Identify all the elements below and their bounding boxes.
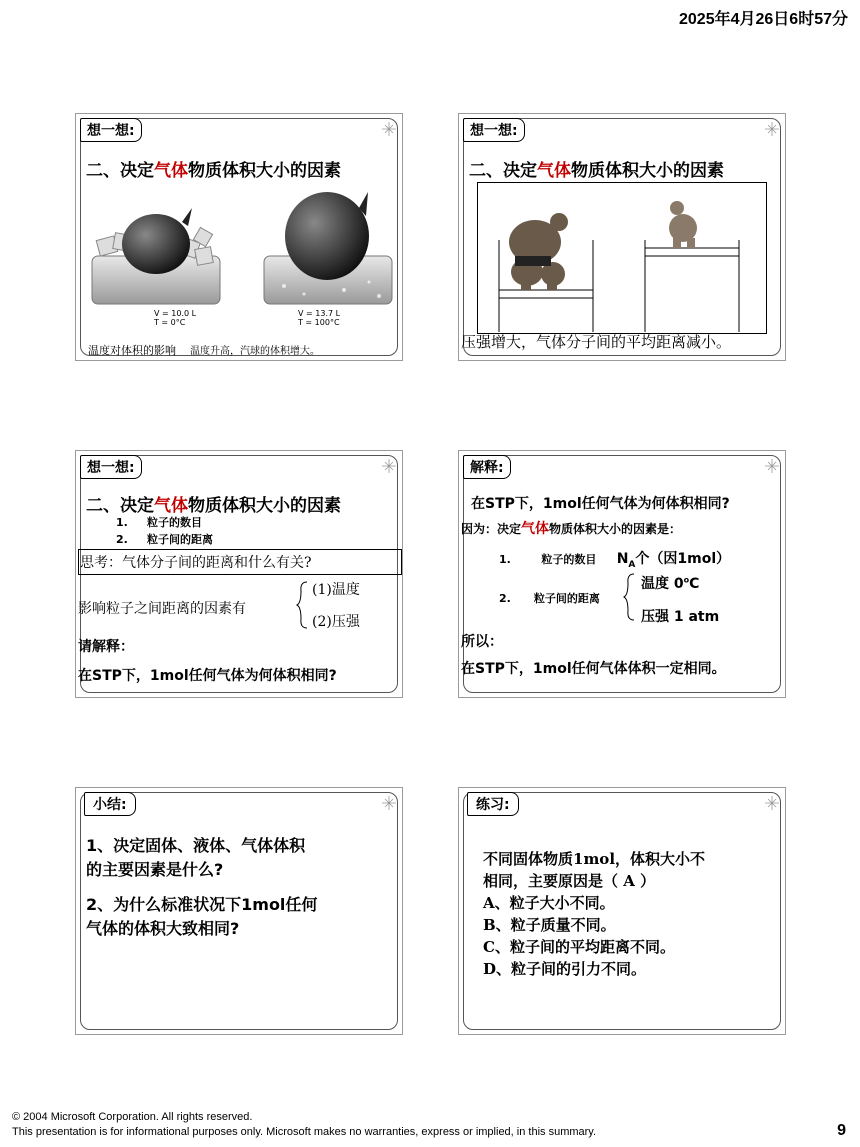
option-a: A、粒子大小不同。 — [483, 894, 615, 912]
slide-thumbnail-6 — [458, 787, 786, 1035]
slide-title: 二、决定气体物质体积大小的因素 — [469, 161, 724, 181]
left-brace-icon — [623, 573, 635, 621]
slide-title: 二、决定气体物质体积大小的因素 — [86, 161, 341, 181]
sparkle-icon — [382, 459, 396, 473]
option-d: D、粒子间的引力不同。 — [483, 960, 647, 978]
slide-tag: 小结: — [84, 792, 136, 816]
so-label: 所以： — [461, 634, 503, 650]
slide-thumbnail-5 — [75, 787, 403, 1035]
factor-temperature: (1)温度 — [312, 582, 360, 598]
slide-caption: 温度对体积的影响 温度升高，汽球的体积增大。 — [88, 344, 320, 357]
option-c: C、粒子间的平均距离不同。 — [483, 938, 675, 956]
summary-question-2: 2、为什么标准状况下1mol任何 气体的体积大致相同? — [86, 895, 318, 938]
disclaimer: This presentation is for informational purposes only. Microsoft makes no warranties, express or implied, in this summary. — [12, 1126, 597, 1138]
influence-label: 影响粒子之间距离的因素有 — [78, 601, 246, 617]
sparkle-icon — [765, 459, 779, 473]
slide-title: 二、决定气体物质体积大小的因素 — [86, 496, 341, 516]
exercise-question: 不同固体物质1mol，体积大小不 相同，主要原因是（ A ） A、粒子大小不同。 B、粒子质量不同。 C、粒子间的平均距离不同。 D、粒子间的引力不同。 — [483, 850, 706, 978]
sumo-pressure-illustration — [477, 182, 765, 332]
slide-caption: 压强增大，气体分子间的平均距离减小。 — [461, 333, 732, 351]
slide-tag: 想一想: — [463, 118, 525, 142]
slide-thumbnail-2 — [458, 113, 786, 361]
because-line: 因为：决定气体物质体积大小的因素是： — [461, 521, 682, 537]
pressure-condition: 压强 1 atm — [641, 609, 720, 625]
copyright-notice: © 2004 Microsoft Corporation. All rights reserved. — [12, 1111, 253, 1123]
page-number: 9 — [837, 1122, 846, 1139]
slide-thumbnail-3 — [75, 450, 403, 698]
stp-question: 在STP下，1mol任何气体为何体积相同? — [78, 668, 337, 684]
please-explain: 请解释： — [78, 639, 134, 655]
factor-pressure: (2)压强 — [312, 614, 360, 630]
temperature-condition: 温度 0$^o$C — [641, 575, 700, 592]
sparkle-icon — [765, 122, 779, 136]
slide-tag: 练习: — [467, 792, 519, 816]
slide-tag: 想一想: — [80, 118, 142, 142]
stp-question: 在STP下，1mol任何气体为何体积相同? — [471, 496, 730, 512]
right-volume-label: V = 13.7 L — [298, 309, 341, 318]
slide-tag: 想一想: — [80, 455, 142, 479]
conclusion: 在STP下，1mol任何气体体积一定相同。 — [461, 661, 726, 677]
sparkle-icon — [382, 122, 396, 136]
option-b: B、粒子质量不同。 — [483, 916, 616, 934]
slide-thumbnail-1 — [75, 113, 403, 361]
left-brace-icon — [296, 581, 308, 629]
print-datetime: 2025年4月26日6时57分 — [679, 11, 848, 28]
sparkle-icon — [382, 796, 396, 810]
right-temp-label: T = 100°C — [298, 318, 340, 327]
summary-question-1: 1、决定固体、液体、气体体积 的主要因素是什么? — [86, 836, 306, 879]
left-volume-label: V = 10.0 L — [154, 309, 197, 318]
balloon-temperature-illustration — [84, 186, 394, 336]
list-item: 1. 粒子的数目 $N_A$个（因1mol） — [499, 551, 731, 571]
left-temp-label: T = 0°C — [154, 318, 186, 327]
sparkle-icon — [765, 796, 779, 810]
think-question: 思考：气体分子间的距离和什么有关? — [80, 555, 312, 571]
slide-tag: 解释: — [463, 455, 511, 479]
slide-thumbnail-4 — [458, 450, 786, 698]
list-item: 1. 粒子的数目 — [116, 516, 202, 529]
list-item: 2. 粒子间的距离 — [116, 533, 213, 546]
list-item: 2. 粒子间的距离 — [499, 592, 600, 605]
